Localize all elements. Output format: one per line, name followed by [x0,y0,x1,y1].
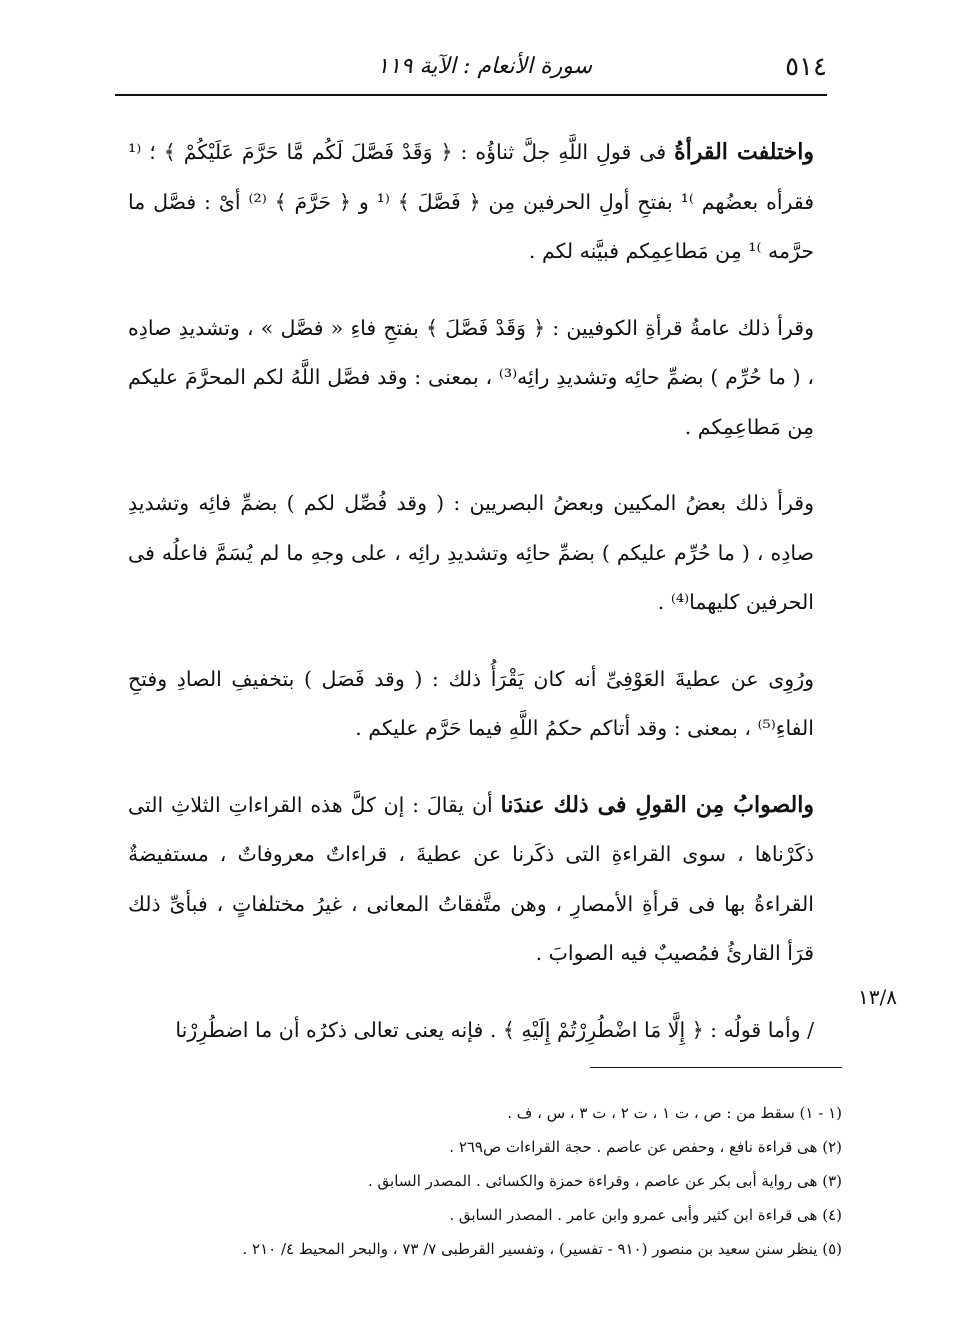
paragraph-lead: والصوابُ مِن القولِ فى ذلك عندَنا [500,791,814,818]
page-header [115,52,827,92]
paragraph-5 [128,781,814,979]
footnote: (٣) هى رواية أبى بكر عن عاصم ، وقراءة حمزة والكسائى . المصدر السابق . [367,1172,842,1190]
paragraph-6: / وأما قولُه : ﴿ إِلَّا مَا اضْطُرِرْتُمْ إِلَيْهِ ﴾ . فإنه يعنى تعالى ذكرُه أن ما اضطُرِرْنا [175,1017,814,1042]
paragraph-4: ورُوِى عن عطيةَ العَوْفِىِّ أنه كان يَقْرَأُ ذلك : ( وقد فَصَل ) بتخفيفِ الصادِ وفتحِ الفاءِ⁽⁵⁾ ، بمعنى : وقد أتاكم حكمُ اللَّهِ فيما حَرَّم عليكم . [128,666,814,740]
paragraph-text: أن يقالَ : إن كلَّ هذه القراءاتِ الثلاثِ التى ذكَرْناها ، سوى القراءةِ التى ذكَرنا عن عطيةَ ، قراءاتٌ معروفاتٌ ، مستفيضةٌ القراءةُ بها فى قرأةِ الأمصارِ ، وهن متَّفقاتُ المعانى ، غيرُ مختلفاتٍ ، فبأىِّ ذلك قرَأ القارئُ فمُصيبٌ فيه الصوابَ . [128,792,814,965]
footnotes [150,1096,842,1266]
paragraph-1 [128,128,814,277]
footnote-rule [590,1067,842,1068]
footnote: (٢) هى قراءة نافع ، وحفص عن عاصم . حجة القراءات ص٢٦٩ . [449,1138,842,1156]
main-text [128,128,814,1082]
paragraph-2: وقرأ ذلك عامةُ قرأةِ الكوفيين : ﴿ وَقَدْ فَصَّلَ ﴾ بفتحِ فاءِ « فصَّل » ، وتشديدِ صادِه ، ( ما حُرِّم ) بضمِّ حائِه وتشديدِ رائِه⁽³⁾ ، بمعنى : وقد فصَّل اللَّهُ لكم المحرَّمَ عليكم مِن مَطاعِمِكم . [128,315,814,439]
running-title: سورة الأنعام : الآية ١١٩ [377,54,593,79]
margin-reference: ١٣/٨ [858,985,897,1009]
footnote: (٥) ينظر سنن سعيد بن منصور (٩١٠ - تفسير) ، وتفسير القرطبى ٧/ ٧٣ ، والبحر المحيط ٤/ ٢١٠ . [242,1240,842,1258]
header-rule [115,94,827,96]
footnote: (١ - ١) سقط من : ص ، ت ١ ، ت ٢ ، ت ٣ ، س ، ف . [507,1104,842,1122]
page-number: ٥١٤ [785,52,827,82]
paragraph-text: فى قولِ اللَّهِ جلَّ ثناؤُه : ﴿ وَقَدْ فَصَّلَ لَكُم مَّا حَرَّمَ عَلَيْكُمْ ﴾ ؛ ⁽¹ فقرأه بعضُهم ⁾¹ بفتحِ أولِ الحرفين مِن ﴿ فَصَّلَ ﴾ ⁽¹ و ﴿ حَرَّمَ ﴾ ⁽²⁾ أىْ : فصَّل ما حرَّمه ⁾¹ مِن مَطاعِمِكم فبيَّنه لكم . [128,140,814,263]
footnote: (٤) هى قراءة ابن كثير وأبى عمرو وابن عامر . المصدر السابق . [449,1206,842,1224]
paragraph-lead: واختلفت القرأةُ [674,139,814,165]
paragraph-3: وقرأ ذلك بعضُ المكيين وبعضُ البصريين : ( وقد فُصِّل لكم ) بضمِّ فائِه وتشديدِ صادِه ، ( ما حُرِّم عليكم ) بضمِّ حائِه وتشديدِ رائِه ، على وجهِ ما لم يُسَمَّ فاعلُه فى الحرفين كليهما⁽⁴⁾ . [128,491,814,614]
